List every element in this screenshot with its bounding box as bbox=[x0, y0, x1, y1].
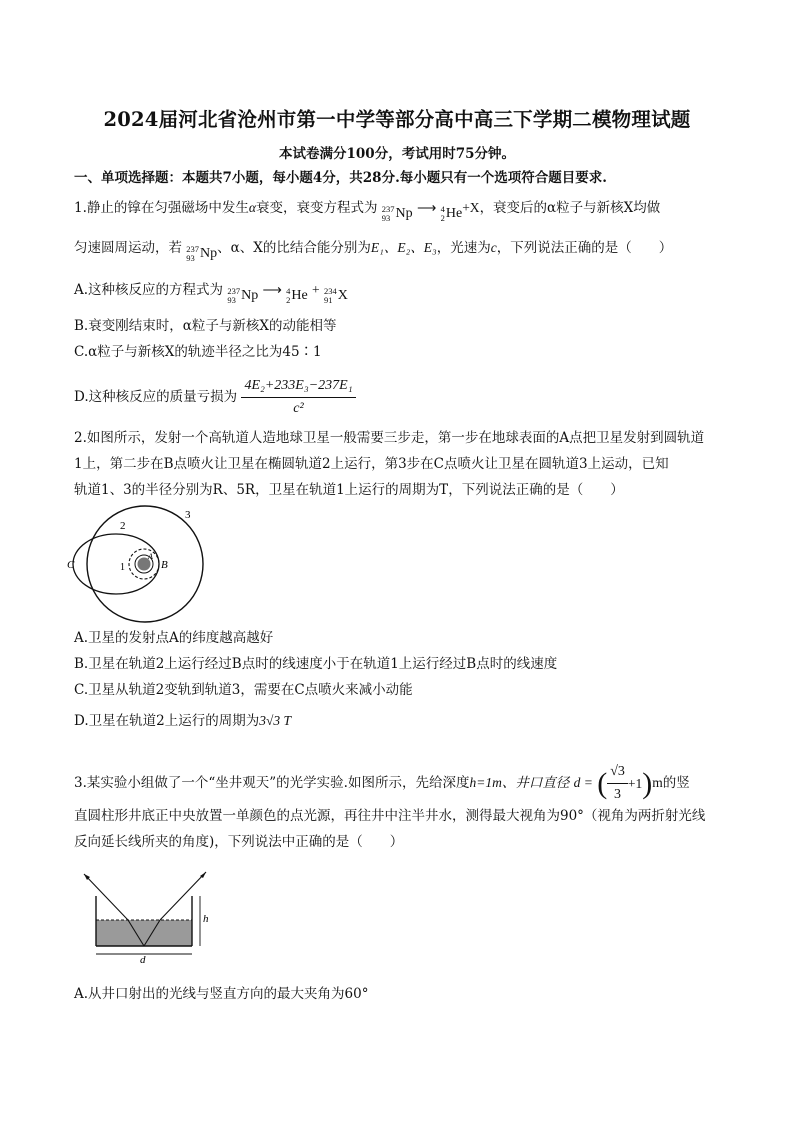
nuclide-he bbox=[441, 204, 463, 224]
q3-line3: 反向延长线所夹的角度)，下列说法中正确的是（ ） bbox=[74, 834, 404, 850]
mass-number: 4 bbox=[440, 204, 445, 214]
speed-of-light-var: c bbox=[490, 240, 497, 255]
label-orbit-1: 1 bbox=[120, 562, 125, 573]
mass-number: 237 bbox=[186, 244, 200, 254]
element-symbol: Np bbox=[200, 246, 218, 261]
fraction-denominator: c² bbox=[293, 401, 304, 416]
element-symbol: He bbox=[291, 288, 308, 303]
q2-line2: 1上，第二步在B点喷火让卫星在椭圆轨道2上运行，第3步在C点喷火让卫星在圆轨道3上运动，已知 bbox=[74, 456, 669, 472]
alpha-symbol: α bbox=[248, 200, 256, 215]
label-point-b: B bbox=[161, 559, 168, 571]
q3-text: 的竖 bbox=[662, 775, 690, 791]
q1-text: ，光速为 bbox=[436, 240, 491, 256]
q1-option-b: B.衰变刚结束时，α粒子与新核X的动能相等 bbox=[74, 318, 337, 334]
atomic-number: 93 bbox=[227, 295, 236, 305]
unit-meter: m bbox=[652, 775, 663, 790]
section-heading: 一、单项选择题：本题共7小题，每小题4分，共28分.每小题只有一个选项符合题目要求. bbox=[74, 170, 607, 186]
q3-option-a: A.从井口射出的光线与竖直方向的最大夹角为60° bbox=[74, 986, 369, 1002]
q1-line2 bbox=[74, 238, 672, 264]
mass-number: 237 bbox=[227, 286, 241, 296]
plus-one: +1 bbox=[627, 775, 643, 791]
q2-option-a: A.卫星的发射点A的纬度越高越好 bbox=[74, 630, 274, 646]
reaction-arrow: ⟶ bbox=[262, 282, 282, 297]
sqrt3-over-3 bbox=[607, 762, 628, 805]
mass-defect-fraction bbox=[241, 376, 355, 419]
nuclide-he bbox=[286, 286, 308, 306]
element-symbol: X bbox=[337, 288, 348, 303]
fraction-denominator: 3 bbox=[614, 787, 622, 802]
element-symbol: Np bbox=[395, 206, 413, 221]
element-symbol: He bbox=[445, 206, 463, 221]
plus-x: +X bbox=[462, 200, 480, 215]
atomic-number: 93 bbox=[381, 213, 391, 223]
atomic-number: 2 bbox=[286, 295, 291, 305]
q1-option-c: C.α粒子与新核X的轨迹半径之比为45∶1 bbox=[74, 344, 322, 360]
q1-text: 衰变，衰变方程式为 bbox=[255, 200, 378, 216]
period-expression: 3√3 T bbox=[259, 713, 292, 728]
mass-number: 234 bbox=[323, 286, 337, 296]
q1-option-d bbox=[74, 376, 356, 419]
nuclide-np bbox=[382, 204, 413, 224]
q3-line1 bbox=[74, 762, 690, 805]
diameter-formula: ( $\frac{√3}{3}$ +1 ) bbox=[597, 762, 652, 805]
q2-option-d bbox=[74, 711, 291, 731]
q1-option-a: A.这种核反应的方程式为 237 93 Np ⟶ 4 2 He + 234 91 X bbox=[74, 282, 348, 305]
q2-option-b: B.卫星在轨道2上运行经过B点时的线速度小于在轨道1上运行经过B点时的线速度 bbox=[74, 656, 558, 672]
option-text: D.卫星在轨道2上运行的周期为 bbox=[74, 713, 260, 729]
page-subtitle: 本试卷满分100分，考试用时75分钟。 bbox=[279, 146, 515, 162]
ray-right-air bbox=[160, 872, 206, 920]
element-symbol: Np bbox=[241, 288, 259, 303]
q1-text: ，下列说法正确的是（ ） bbox=[496, 240, 673, 256]
mass-number: 4 bbox=[286, 286, 291, 296]
d-expression: d = bbox=[573, 775, 593, 790]
fraction-numerator: √3 bbox=[607, 762, 628, 784]
mass-number: 237 bbox=[381, 204, 395, 214]
energy-vars: E₁、E₂、E₃ bbox=[370, 240, 437, 255]
nuclide-x bbox=[324, 286, 348, 306]
label-orbit-2: 2 bbox=[120, 520, 126, 532]
well-diagram bbox=[76, 868, 216, 964]
label-point-a: A bbox=[148, 552, 153, 561]
q1-text: ，衰变后的α粒子与新核X均做 bbox=[479, 200, 661, 216]
q1-text: 1.静止的镎在匀强磁场中发生 bbox=[74, 200, 249, 216]
label-point-c: C bbox=[67, 559, 75, 571]
reaction-arrow: ⟶ bbox=[416, 200, 437, 215]
label-d: d bbox=[140, 954, 146, 964]
orbit-diagram bbox=[66, 504, 216, 626]
atomic-number: 93 bbox=[186, 253, 195, 263]
option-text: A.这种核反应的方程式为 bbox=[74, 282, 224, 298]
q3-text: 3.某实验小组做了一个“坐井观天”的光学实验.如图所示，先给深度 bbox=[74, 775, 470, 791]
option-text: D.这种核反应的质量亏损为 bbox=[74, 389, 238, 405]
label-h: h bbox=[203, 913, 209, 925]
label-orbit-3: 3 bbox=[185, 509, 191, 521]
page-title: 2024届河北省沧州市第一中学等部分高中高三下学期二模物理试题 bbox=[103, 108, 691, 131]
q2-line3: 轨道1、3的半径分别为R、5R，卫星在轨道1上运行的周期为T，下列说法正确的是（ ） bbox=[74, 482, 624, 498]
q2-line1: 2.如图所示，发射一个高轨道人造地球卫星一般需要三步走，第一步在地球表面的A点把卫星发射到圆轨道 bbox=[74, 430, 705, 446]
ray-left-air bbox=[84, 874, 128, 920]
q3-line2: 直圆柱形井底正中央放置一单颜色的点光源，再往井中注半井水，测得最大视角为90°（视角为两折射光线 bbox=[74, 808, 706, 824]
nuclide-np bbox=[186, 244, 217, 264]
atomic-number: 91 bbox=[323, 295, 333, 305]
q1-text: 匀速圆周运动，若 bbox=[74, 240, 182, 256]
fraction-numerator: 4E₂+233E₃−237E₁ bbox=[241, 376, 355, 398]
q2-option-c: C.卫星从轨道2变轨到轨道3，需要在C点喷火来减小动能 bbox=[74, 682, 413, 698]
nuclide-np bbox=[227, 286, 258, 306]
q1-text: 、α、X的比结合能分别为 bbox=[217, 240, 371, 256]
atomic-number: 2 bbox=[440, 213, 445, 223]
water-fill bbox=[96, 920, 192, 946]
q3-text: h=1m、井口直径 bbox=[469, 775, 570, 790]
q1-line1 bbox=[74, 198, 660, 224]
